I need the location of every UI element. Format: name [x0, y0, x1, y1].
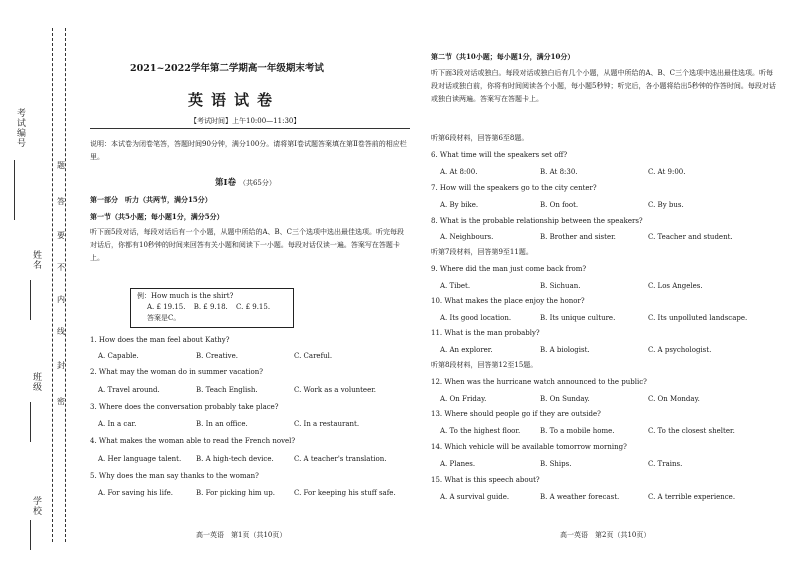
option-c[interactable]: C. A terrible experience.: [648, 493, 736, 501]
option-a[interactable]: A. Its good location.: [440, 314, 512, 322]
volume-title: 第Ⅰ卷: [215, 178, 236, 188]
option-b[interactable]: B. On Sunday.: [540, 395, 590, 403]
seal-line-inner: [65, 28, 66, 542]
exam-title: 2021~2022学年第二学期高一年级期末考试: [130, 63, 324, 74]
option-a[interactable]: A. In a car.: [98, 420, 137, 428]
option-a[interactable]: A. Capable.: [98, 352, 139, 360]
option-a[interactable]: A. Planes.: [440, 460, 476, 468]
example-question: 例：How much is the shirt?: [137, 292, 234, 300]
option-a[interactable]: A. An explorer.: [440, 346, 493, 354]
option-a[interactable]: A. To the highest floor.: [440, 427, 521, 435]
option-a[interactable]: A. A survival guide.: [440, 493, 510, 501]
seal-char: 密: [57, 397, 65, 406]
question-13: 13. Where should people go if they are outside?: [431, 410, 601, 418]
seal-line-outer: [52, 28, 53, 542]
question-6: 6. What time will the speakers set off?: [431, 151, 568, 159]
option-b[interactable]: B. At 8:30.: [540, 168, 578, 176]
class-label: 班级: [31, 372, 41, 392]
option-b[interactable]: B. Brother and sister.: [540, 233, 616, 241]
option-c[interactable]: C. In a restaurant.: [294, 420, 360, 428]
section2-directions: 听下面3段对话或独白。每段对话或独白后有几个小题，从题中所给的A、B、C三个选项中选出最佳选项。听每段对话或独白前，你将有时间阅读各个小题，每小题5秒钟；听完后，各小题将给出5秒钟的作答时间。每段对话或独白读两遍。答案写在答题卡上。: [431, 69, 776, 103]
question-5: 5. Why does the man say thanks to the woman?: [90, 472, 259, 480]
question-12: 12. When was the hurricane watch announced to the public?: [431, 378, 647, 386]
option-c[interactable]: C. A teacher's translation.: [294, 455, 387, 463]
option-c[interactable]: C. On Monday.: [648, 395, 700, 403]
section1-heading: 第一节（共5小题；每小题1分，满分5分）: [90, 212, 224, 221]
option-b[interactable]: B. Creative.: [196, 352, 238, 360]
name-field[interactable]: [30, 280, 31, 320]
question-8: 8. What is the probable relationship between the speakers?: [431, 217, 643, 225]
seal-char: 封: [57, 361, 65, 370]
group-heading: 听第8段材料，回答第12至15题。: [431, 361, 538, 369]
exam-time: 【考试时间】上午10:00—11:30】: [190, 117, 301, 125]
school-label: 学校: [31, 496, 41, 516]
question-3: 3. Where does the conversation probably take place?: [90, 403, 279, 411]
option-b[interactable]: B. Teach English.: [196, 386, 258, 394]
seal-char: 线: [57, 327, 65, 336]
option-b[interactable]: B. A weather forecast.: [540, 493, 620, 501]
part1-heading: 第一部分 听力（共两节，满分15分）: [90, 195, 212, 204]
question-15: 15. What is this speech about?: [431, 476, 540, 484]
binding-margin: [0, 0, 72, 562]
option-b[interactable]: B. A high-tech device.: [196, 455, 274, 463]
seal-char: 内: [57, 295, 65, 304]
option-c[interactable]: C. Teacher and student.: [648, 233, 733, 241]
header-divider: [90, 128, 410, 129]
example-option: A. £ 19.15.: [147, 303, 186, 311]
page-2-footer: 高一英语 第2页（共10页）: [560, 531, 651, 539]
exam-number-field[interactable]: [14, 160, 15, 220]
question-1: 1. How does the man feel about Kathy?: [90, 336, 230, 344]
option-c[interactable]: C. Its unpolluted landscape.: [648, 314, 748, 322]
group-heading: 听第6段材料，回答第6至8题。: [431, 134, 529, 142]
option-c[interactable]: C. At 9:00.: [648, 168, 686, 176]
question-2: 2. What may the woman do in summer vacation?: [90, 368, 263, 376]
seal-char: 要: [57, 231, 65, 240]
option-b[interactable]: B. For picking him up.: [196, 489, 276, 497]
option-b[interactable]: B. Ships.: [540, 460, 572, 468]
option-c[interactable]: C. Work as a volunteer.: [294, 386, 377, 394]
option-c[interactable]: C. Los Angeles.: [648, 282, 703, 290]
option-b[interactable]: B. To a mobile home.: [540, 427, 615, 435]
option-a[interactable]: A. Tibet.: [440, 282, 471, 290]
section1-directions: 听下面5段对话，每段对话后有一个小题，从题中所给的A、B、C三个选项中选出最佳选项。听完每段对话后，你都有10秒钟的时间来回答有关小题和阅读下一小题。每段对话仅读一遍。答案写在答题卡上。: [90, 228, 405, 262]
option-b[interactable]: B. In an office.: [196, 420, 248, 428]
page-1-footer: 高一英语 第1页（共10页）: [196, 531, 287, 539]
option-a[interactable]: A. Neighbours.: [440, 233, 494, 241]
question-10: 10. What makes the place enjoy the honor?: [431, 297, 585, 305]
seal-char: 题: [57, 161, 65, 170]
question-9: 9. Where did the man just come back from?: [431, 265, 587, 273]
seal-char: 答: [57, 197, 65, 206]
example-box: [130, 288, 294, 328]
option-a[interactable]: A. By bike.: [440, 201, 479, 209]
school-field[interactable]: [30, 520, 31, 550]
question-11: 11. What is the man probably?: [431, 329, 540, 337]
example-answer: 答案是C。: [147, 314, 181, 322]
option-a[interactable]: A. Travel around.: [98, 386, 160, 394]
option-b[interactable]: B. On foot.: [540, 201, 579, 209]
question-4: 4. What makes the woman able to read the French novel?: [90, 437, 296, 445]
option-a[interactable]: A. Her language talent.: [98, 455, 182, 463]
example-option: B. £ 9.18.: [193, 303, 228, 311]
option-a[interactable]: A. On Friday.: [440, 395, 487, 403]
option-c[interactable]: C. For keeping his stuff safe.: [294, 489, 396, 497]
option-b[interactable]: B. Sichuan.: [540, 282, 581, 290]
name-label: 姓名: [31, 250, 41, 270]
option-c[interactable]: C. By bus.: [648, 201, 684, 209]
option-c[interactable]: C. A psychologist.: [648, 346, 712, 354]
question-14: 14. Which vehicle will be available tomorrow morning?: [431, 443, 627, 451]
instructions: 说明：本试卷为闭卷笔答，答题时间90分钟，满分100分。请将第Ⅰ卷试题答案填在第Ⅱ卷答前的相应栏里。: [90, 140, 407, 161]
exam-number-label: 考试编号: [15, 108, 25, 148]
option-b[interactable]: B. A biologist.: [540, 346, 590, 354]
option-c[interactable]: C. Trains.: [648, 460, 683, 468]
subject-title: 英语试卷: [188, 91, 281, 109]
volume-score: （共65分）: [238, 179, 276, 187]
class-field[interactable]: [30, 402, 31, 442]
seal-char: 不: [57, 263, 65, 272]
option-c[interactable]: C. Careful.: [294, 352, 333, 360]
group-heading: 听第7段材料，回答第9至11题。: [431, 248, 533, 256]
option-a[interactable]: A. At 8:00.: [440, 168, 478, 176]
section2-heading: 第二节（共10小题；每小题1分，满分10分）: [431, 52, 575, 61]
option-b[interactable]: B. Its unique culture.: [540, 314, 616, 322]
example-option: C. £ 9.15.: [236, 303, 271, 311]
option-c[interactable]: C. To the closest shelter.: [648, 427, 735, 435]
question-7: 7. How will the speakers go to the city center?: [431, 184, 597, 192]
option-a[interactable]: A. For saving his life.: [98, 489, 173, 497]
